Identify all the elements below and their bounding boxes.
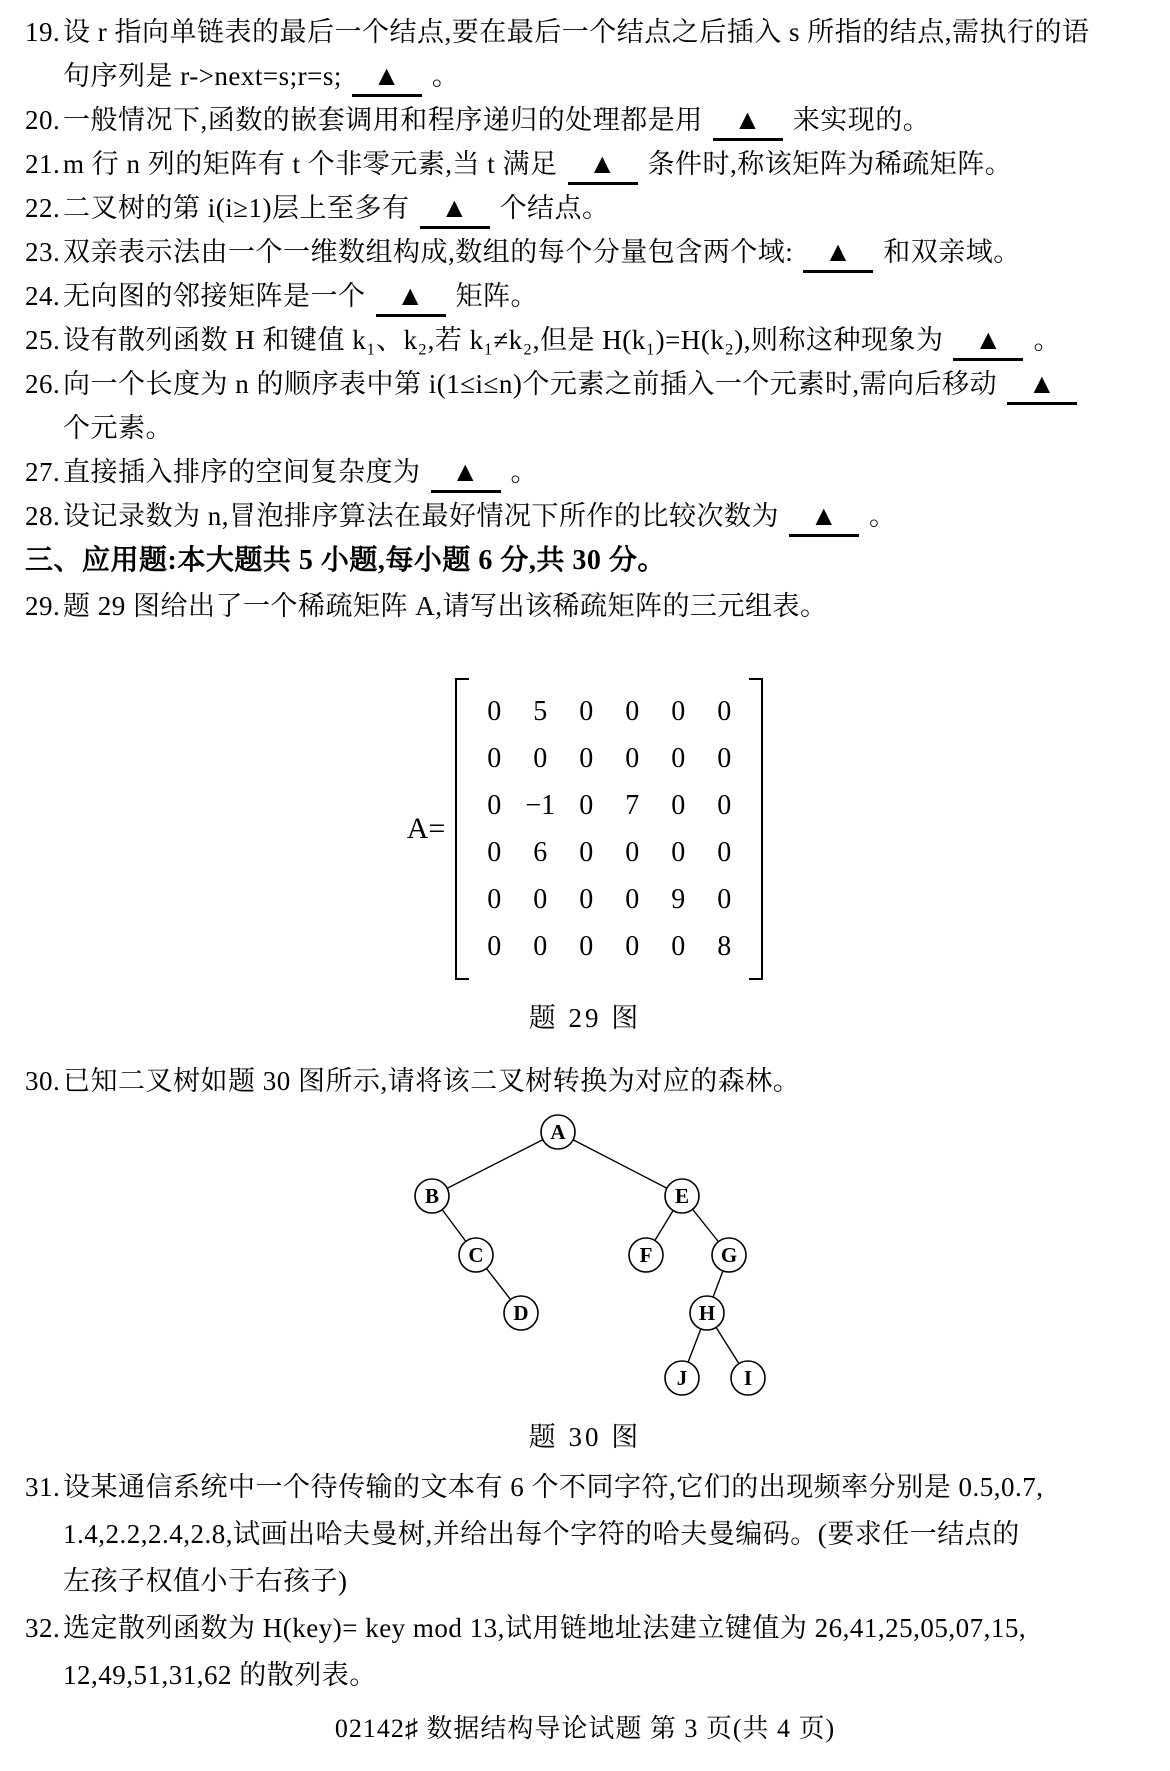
matrix-cell: 0	[671, 930, 686, 962]
matrix-cell: 0	[625, 742, 640, 774]
answer-blank: ▲	[789, 500, 859, 537]
question-text: 。	[510, 457, 538, 487]
matrix-cell: 0	[671, 836, 686, 868]
tree-node-label: I	[743, 1366, 753, 1390]
matrix-cell: 0	[487, 742, 502, 774]
question-line	[25, 1464, 1145, 1511]
tree-node-label: A	[550, 1120, 566, 1144]
matrix-cell: −1	[525, 789, 556, 821]
matrix-cell: 0	[579, 695, 594, 727]
question-line	[25, 142, 1145, 186]
question-number: 28.	[25, 501, 61, 531]
sparse-matrix-figure	[25, 678, 1145, 980]
matrix-cell: 0	[487, 695, 502, 727]
question-text: 二叉树的第 i(i≥1)层上至多有	[63, 193, 410, 223]
matrix-cell: 0	[579, 883, 594, 915]
question-number: 32.	[25, 1613, 61, 1643]
question-text: 。	[869, 501, 897, 531]
section-header: 三、应用题:本大题共 5 小题,每小题 6 分,共 30 分。	[25, 545, 666, 576]
tree-node-label: D	[513, 1301, 529, 1325]
question-text: 无向图的邻接矩阵是一个	[63, 281, 366, 311]
question-text: 题 29 图给出了一个稀疏矩阵 A,请写出该稀疏矩阵的三元组表。	[63, 591, 828, 621]
question-line	[25, 186, 1145, 230]
matrix-cell: 0	[625, 930, 640, 962]
matrix-cell: 0	[487, 836, 502, 868]
question-number: 31.	[25, 1472, 61, 1502]
matrix-cell: 0	[579, 930, 594, 962]
matrix-cell: 0	[717, 883, 732, 915]
matrix-cell: 0	[671, 742, 686, 774]
tree-node-label: G	[720, 1243, 738, 1267]
fill-blank-questions	[25, 10, 1145, 538]
question-text: 直接插入排序的空间复杂度为	[63, 457, 421, 487]
question-line	[25, 98, 1145, 142]
answer-blank: ▲	[953, 324, 1023, 361]
matrix-brackets	[455, 678, 763, 980]
question-30	[25, 1059, 1145, 1103]
tree-node-label: B	[424, 1184, 440, 1208]
question-line	[25, 318, 1145, 362]
question-number: 19.	[25, 17, 61, 47]
matrix-cell: 0	[533, 742, 548, 774]
answer-blank: ▲	[431, 456, 501, 493]
answer-blank: ▲	[568, 148, 638, 185]
question-line	[25, 1652, 1145, 1699]
question-text: 选定散列函数为 H(key)= key mod 13,试用链地址法建立键值为 26,41,25,05,07,15,	[63, 1613, 1027, 1643]
answer-blank: ▲	[352, 60, 422, 97]
matrix-cell: 0	[717, 789, 732, 821]
question-text: 双亲表示法由一个一维数组构成,数组的每个分量包含两个域:	[63, 237, 794, 267]
matrix-cell: 0	[671, 789, 686, 821]
question-line	[25, 362, 1145, 406]
matrix-cell: 0	[487, 930, 502, 962]
question-text: 设 r 指向单链表的最后一个结点,要在最后一个结点之后插入 s 所指的结点,需执行的语	[63, 17, 1090, 47]
tree-node-label: C	[468, 1243, 484, 1267]
question-line	[25, 1558, 1145, 1605]
tree-node-label: F	[639, 1243, 653, 1267]
answer-blank: ▲	[420, 192, 490, 229]
question-text: 一般情况下,函数的嵌套调用和程序递归的处理都是用	[63, 105, 703, 135]
matrix-cell: 0	[625, 695, 640, 727]
question-line	[25, 406, 1145, 450]
matrix-cell: 5	[533, 695, 548, 727]
question-text: 矩阵。	[455, 281, 538, 311]
question-line	[25, 10, 1145, 54]
question-text: 来实现的。	[792, 105, 931, 135]
question-number: 22.	[25, 193, 61, 223]
matrix-cell: 7	[625, 789, 640, 821]
matrix-grid	[471, 688, 747, 970]
question-text: 条件时,称该矩阵为稀疏矩阵。	[647, 149, 1013, 179]
question-text: 12,49,51,31,62 的散列表。	[63, 1660, 377, 1690]
question-line	[25, 274, 1145, 318]
binary-tree-svg	[395, 1107, 775, 1407]
question-text: 。	[431, 61, 460, 91]
question-29	[25, 584, 1145, 628]
tree-edge	[558, 1132, 682, 1196]
tree-node-label: H	[698, 1301, 716, 1325]
matrix-cell: 0	[487, 883, 502, 915]
question-text: 。	[1033, 325, 1061, 355]
matrix-cell: 0	[579, 789, 594, 821]
question-number: 20.	[25, 105, 61, 135]
matrix-cell: 0	[625, 836, 640, 868]
answer-blank: ▲	[376, 280, 446, 317]
question-number: 26.	[25, 369, 61, 399]
matrix-cell: 0	[717, 836, 732, 868]
question-text: 设记录数为 n,冒泡排序算法在最好情况下所作的比较次数为	[63, 501, 779, 531]
figure-caption-29: 题 29 图	[528, 1003, 642, 1033]
question-text: 和双亲域。	[883, 237, 1021, 267]
tree-node-label: J	[676, 1366, 688, 1390]
question-text: 向一个长度为 n 的顺序表中第 i(1≤i≤n)个元素之前插入一个元素时,需向后移动	[63, 369, 998, 399]
question-number: 25.	[25, 325, 61, 355]
matrix-cell: 0	[717, 695, 732, 727]
question-number: 30.	[25, 1066, 61, 1096]
question-number: 23.	[25, 237, 61, 267]
matrix-cell: 0	[717, 742, 732, 774]
question-line	[25, 54, 1145, 98]
question-text: 个元素。	[63, 413, 173, 443]
answer-blank: ▲	[803, 236, 873, 273]
question-line	[25, 1511, 1145, 1558]
question-number: 27.	[25, 457, 61, 487]
question-number: 24.	[25, 281, 61, 311]
question-line	[25, 450, 1145, 494]
question-line	[25, 230, 1145, 274]
page-footer: 02142♯ 数据结构导论试题 第 3 页(共 4 页)	[334, 1714, 836, 1743]
question-text: 已知二叉树如题 30 图所示,请将该二叉树转换为对应的森林。	[63, 1066, 801, 1096]
matrix-cell: 0	[487, 789, 502, 821]
matrix-cell: 6	[533, 836, 548, 868]
question-line	[25, 1059, 1145, 1103]
question-number: 29.	[25, 591, 61, 621]
answer-blank: ▲	[1007, 368, 1077, 405]
question-line	[25, 1605, 1145, 1652]
matrix-cell: 9	[671, 883, 686, 915]
tree-node-label: E	[674, 1184, 690, 1208]
question-text: 设有散列函数 H 和键值 k₁、k₂,若 k₁≠k₂,但是 H(k₁)=H(k₂),则称这种现象为	[63, 325, 944, 355]
question-text: 左孩子权值小于右孩子)	[63, 1566, 348, 1596]
tree-edge	[432, 1132, 558, 1196]
question-text: 个结点。	[499, 193, 610, 223]
binary-tree-figure	[25, 1107, 1145, 1407]
matrix-cell: 0	[579, 742, 594, 774]
matrix-cell: 0	[671, 695, 686, 727]
question-text: 1.4,2.2,2.4,2.8,试画出哈夫曼树,并给出每个字符的哈夫曼编码。(要求任一结点的	[63, 1519, 1020, 1549]
figure-caption-30: 题 30 图	[528, 1422, 642, 1452]
question-text: 设某通信系统中一个待传输的文本有 6 个不同字符,它们的出现频率分别是 0.5,0.7,	[63, 1472, 1044, 1502]
matrix-cell: 0	[625, 883, 640, 915]
matrix-cell: 0	[533, 930, 548, 962]
matrix-label: A=	[406, 812, 446, 845]
question-number: 21.	[25, 149, 61, 179]
question-line	[25, 584, 1145, 628]
matrix-cell: 0	[579, 836, 594, 868]
matrix-cell: 8	[717, 930, 732, 962]
question-text: 句序列是 r->next=s;r=s;	[63, 61, 342, 91]
matrix-cell: 0	[533, 883, 548, 915]
question-line	[25, 494, 1145, 538]
applied-questions	[25, 1464, 1145, 1699]
question-text: m 行 n 列的矩阵有 t 个非零元素,当 t 满足	[63, 149, 558, 179]
answer-blank: ▲	[713, 104, 783, 141]
